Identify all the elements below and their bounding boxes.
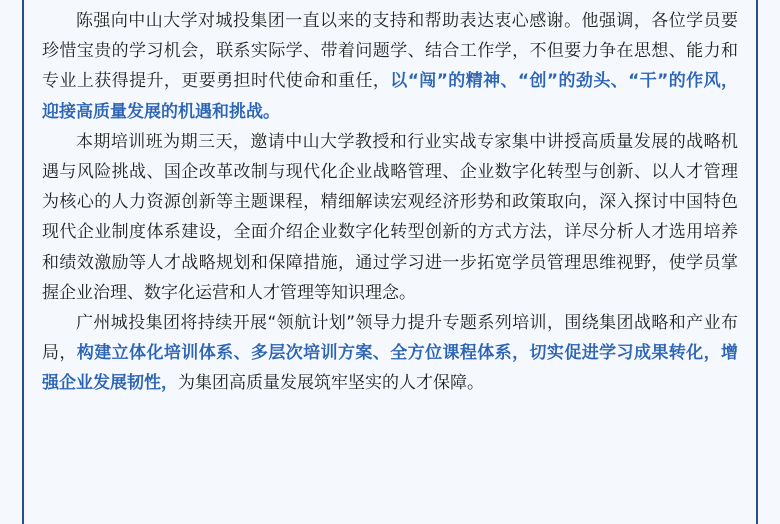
text-segment: 陈强向中山大学对城投集团一直以来的支持和帮助表达衷心感谢。他强调，各位学员要珍惜宝贵的学习机会，联系实际学、带着问题学、结合工作学，不但要力争在思想、能力和专业上获得提升，更要勇担时代使命和重任， <box>42 11 738 92</box>
paragraph-1 <box>42 6 738 127</box>
left-border-line <box>22 0 24 524</box>
text-segment: 广州城投集团将持续开展“领航计划”领导力提升专题系列培训，围绕集团战略和产业布局， <box>42 313 738 364</box>
text-segment: 为集团高质量发展筑牢坚实的人才保障。 <box>178 373 484 394</box>
paragraph-2 <box>42 127 738 308</box>
article-body <box>42 6 738 399</box>
highlight-segment: 以“闯”的精神、“创”的劲头、“干”的作风，迎接高质量发展的机遇和挑战。 <box>42 71 739 122</box>
right-border-line <box>756 0 758 524</box>
highlight-segment: 构建立体化培训体系、多层次培训方案、全方位课程体系，切实促进学习成果转化，增强企业发展韧性， <box>42 343 739 394</box>
text-segment: 本期培训班为期三天，邀请中山大学教授和行业实战专家集中讲授高质量发展的战略机遇与风险挑战、国企改革改制与现代化企业战略管理、企业数字化转型与创新、以人才管理为核心的人力资源创新等主题课程，精细解读宏观经济形势和政策取向，深入探讨中国特色现代企业制度体系建设，全面介绍企业数字化转型创新的方式方法，详尽分析人才选用培养和绩效激励等人才战略规划和保障措施，通过学习进一步拓宽学员管理思维视野，使学员掌握企业治理、数字化运营和人才管理等知识理念。 <box>42 131 738 303</box>
paragraph-3 <box>42 308 738 399</box>
